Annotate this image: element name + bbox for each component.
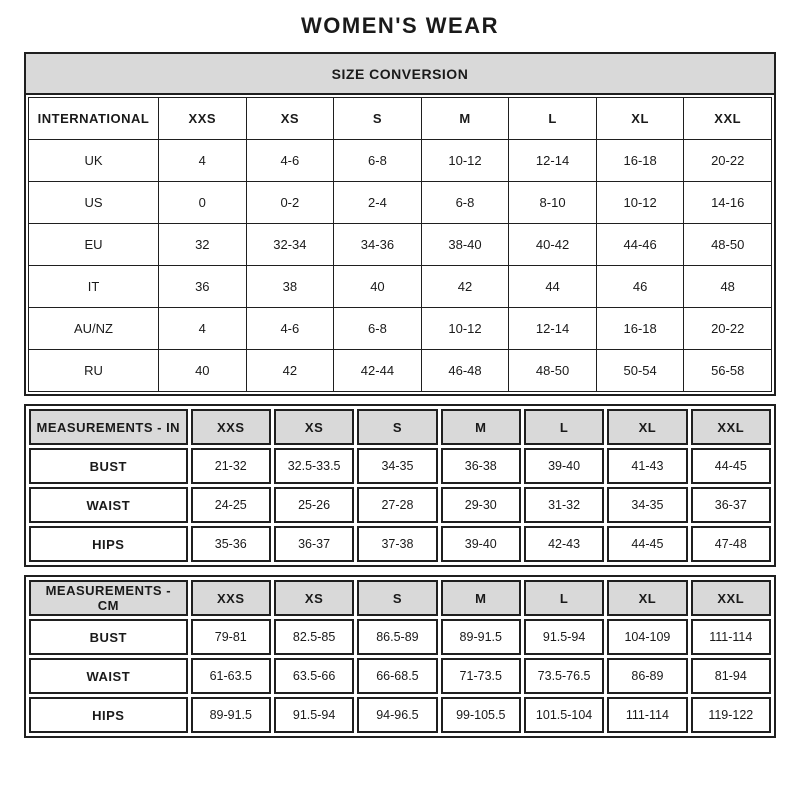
measure-cell: 119-122 [691, 697, 771, 733]
size-cell: 42 [421, 266, 509, 308]
measure-cell: 89-91.5 [191, 697, 271, 733]
measure-cell: 66-68.5 [357, 658, 437, 694]
measurements-in-section [24, 404, 776, 567]
size-cell: 0 [159, 182, 247, 224]
size-cell: 42-44 [334, 350, 422, 392]
size-cell: 32 [159, 224, 247, 266]
measure-cell: 39-40 [441, 526, 521, 562]
measure-cell: 111-114 [691, 619, 771, 655]
column-header-xl: XL [607, 409, 687, 445]
size-cell: 36 [159, 266, 247, 308]
table-row-hips [29, 526, 771, 562]
row-label: BUST [29, 619, 188, 655]
size-cell: 4 [159, 308, 247, 350]
measure-cell: 31-32 [524, 487, 604, 523]
size-cell: 44 [509, 266, 597, 308]
table-row-bust [29, 448, 771, 484]
row-label: IT [29, 266, 159, 308]
table-row-bust [29, 619, 771, 655]
measure-cell: 79-81 [191, 619, 271, 655]
table-row-waist [29, 658, 771, 694]
table-row-aunz [29, 308, 772, 350]
measure-cell: 32.5-33.5 [274, 448, 354, 484]
measure-cell: 35-36 [191, 526, 271, 562]
measure-cell: 99-105.5 [441, 697, 521, 733]
size-cell: 12-14 [509, 140, 597, 182]
column-header-international: INTERNATIONAL [29, 98, 159, 140]
column-header-s: S [357, 409, 437, 445]
size-cell: 48-50 [509, 350, 597, 392]
row-label: AU/NZ [29, 308, 159, 350]
size-cell: 6-8 [334, 308, 422, 350]
size-cell: 20-22 [684, 140, 772, 182]
column-header-m: M [441, 580, 521, 616]
measure-cell: 91.5-94 [274, 697, 354, 733]
size-cell: 16-18 [596, 308, 684, 350]
column-header-s: S [357, 580, 437, 616]
table-header-row [29, 580, 771, 616]
column-header-xs: XS [274, 580, 354, 616]
size-cell: 48-50 [684, 224, 772, 266]
size-cell: 44-46 [596, 224, 684, 266]
measure-cell: 39-40 [524, 448, 604, 484]
row-label: EU [29, 224, 159, 266]
measure-cell: 111-114 [607, 697, 687, 733]
row-label: HIPS [29, 526, 188, 562]
size-cell: 56-58 [684, 350, 772, 392]
size-cell: 10-12 [421, 308, 509, 350]
size-cell: 6-8 [421, 182, 509, 224]
column-header-xl: XL [596, 98, 684, 140]
row-label: US [29, 182, 159, 224]
size-cell: 4-6 [246, 140, 334, 182]
column-header-xxs: XXS [159, 98, 247, 140]
measure-cell: 86.5-89 [357, 619, 437, 655]
measure-cell: 27-28 [357, 487, 437, 523]
measure-cell: 44-45 [607, 526, 687, 562]
measure-cell: 24-25 [191, 487, 271, 523]
table-row-eu [29, 224, 772, 266]
measure-cell: 21-32 [191, 448, 271, 484]
size-cell: 40 [159, 350, 247, 392]
row-label: RU [29, 350, 159, 392]
measure-cell: 82.5-85 [274, 619, 354, 655]
measure-cell: 29-30 [441, 487, 521, 523]
size-cell: 4-6 [246, 308, 334, 350]
table-row-ru [29, 350, 772, 392]
measure-cell: 42-43 [524, 526, 604, 562]
section-header-measurements-in: MEASUREMENTS - IN [29, 409, 188, 445]
measure-cell: 41-43 [607, 448, 687, 484]
size-conversion-header: SIZE CONVERSION [26, 54, 774, 95]
measure-cell: 86-89 [607, 658, 687, 694]
size-cell: 12-14 [509, 308, 597, 350]
measure-cell: 91.5-94 [524, 619, 604, 655]
column-header-l: L [509, 98, 597, 140]
size-cell: 16-18 [596, 140, 684, 182]
size-cell: 0-2 [246, 182, 334, 224]
table-header-row [29, 409, 771, 445]
measure-cell: 37-38 [357, 526, 437, 562]
table-row-hips [29, 697, 771, 733]
column-header-xs: XS [246, 98, 334, 140]
column-header-s: S [334, 98, 422, 140]
measure-cell: 73.5-76.5 [524, 658, 604, 694]
size-conversion-table [28, 97, 772, 392]
section-header-measurements-cm: MEASUREMENTS - CM [29, 580, 188, 616]
size-cell: 8-10 [509, 182, 597, 224]
size-cell: 46-48 [421, 350, 509, 392]
measure-cell: 44-45 [691, 448, 771, 484]
column-header-xs: XS [274, 409, 354, 445]
table-row-us [29, 182, 772, 224]
size-cell: 34-36 [334, 224, 422, 266]
measurements-cm-table [26, 577, 774, 736]
measure-cell: 71-73.5 [441, 658, 521, 694]
column-header-xxs: XXS [191, 409, 271, 445]
size-cell: 10-12 [421, 140, 509, 182]
size-cell: 40-42 [509, 224, 597, 266]
table-row-waist [29, 487, 771, 523]
size-cell: 38 [246, 266, 334, 308]
size-cell: 46 [596, 266, 684, 308]
measure-cell: 36-37 [691, 487, 771, 523]
size-cell: 10-12 [596, 182, 684, 224]
size-cell: 6-8 [334, 140, 422, 182]
page-title: WOMEN'S WEAR [301, 13, 499, 38]
measure-cell: 101.5-104 [524, 697, 604, 733]
measure-cell: 47-48 [691, 526, 771, 562]
size-cell: 2-4 [334, 182, 422, 224]
table-row-it [29, 266, 772, 308]
measure-cell: 36-38 [441, 448, 521, 484]
column-header-xxl: XXL [691, 409, 771, 445]
size-cell: 38-40 [421, 224, 509, 266]
size-cell: 48 [684, 266, 772, 308]
size-cell: 40 [334, 266, 422, 308]
measure-cell: 81-94 [691, 658, 771, 694]
size-cell: 14-16 [684, 182, 772, 224]
size-cell: 32-34 [246, 224, 334, 266]
size-cell: 4 [159, 140, 247, 182]
size-conversion-section [24, 52, 776, 396]
column-header-m: M [421, 98, 509, 140]
measure-cell: 36-37 [274, 526, 354, 562]
measurements-in-table [26, 406, 774, 565]
column-header-xxs: XXS [191, 580, 271, 616]
size-cell: 42 [246, 350, 334, 392]
column-header-xxl: XXL [691, 580, 771, 616]
column-header-m: M [441, 409, 521, 445]
table-header-row [29, 98, 772, 140]
column-header-xl: XL [607, 580, 687, 616]
column-header-l: L [524, 409, 604, 445]
measure-cell: 63.5-66 [274, 658, 354, 694]
measurements-cm-section [24, 575, 776, 738]
measure-cell: 34-35 [357, 448, 437, 484]
size-cell: 20-22 [684, 308, 772, 350]
measure-cell: 61-63.5 [191, 658, 271, 694]
measure-cell: 89-91.5 [441, 619, 521, 655]
size-cell: 50-54 [596, 350, 684, 392]
column-header-l: L [524, 580, 604, 616]
row-label: WAIST [29, 487, 188, 523]
row-label: HIPS [29, 697, 188, 733]
measure-cell: 34-35 [607, 487, 687, 523]
row-label: UK [29, 140, 159, 182]
table-row-uk [29, 140, 772, 182]
measure-cell: 94-96.5 [357, 697, 437, 733]
row-label: BUST [29, 448, 188, 484]
column-header-xxl: XXL [684, 98, 772, 140]
measure-cell: 104-109 [607, 619, 687, 655]
row-label: WAIST [29, 658, 188, 694]
measure-cell: 25-26 [274, 487, 354, 523]
